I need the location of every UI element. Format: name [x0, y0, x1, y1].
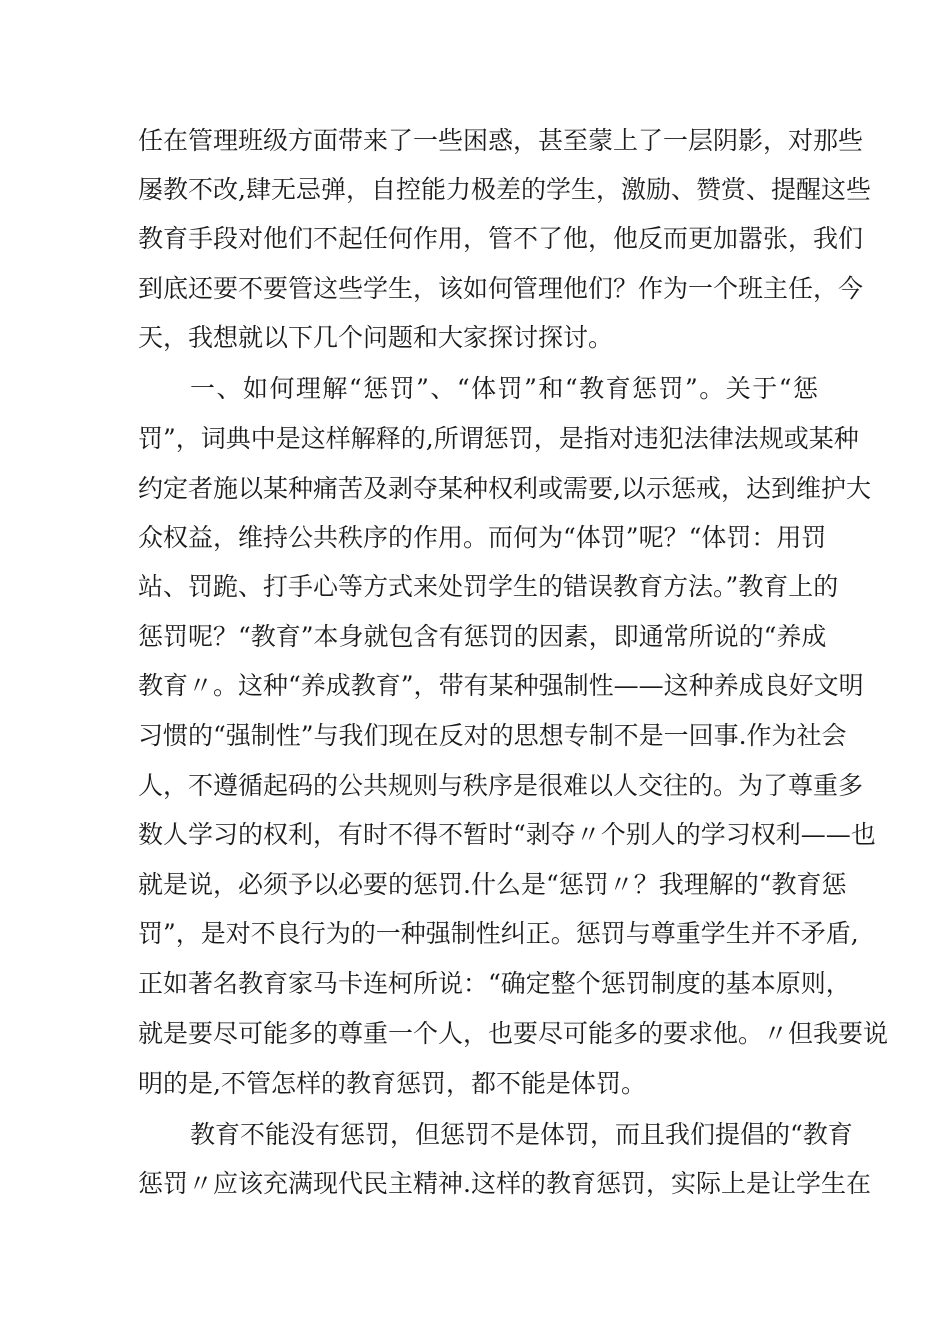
text-line: 教育〃。这种“养成教育”，带有某种强制性——这种养成良好文明: [138, 671, 864, 700]
text-line: 数人学习的权利，有时不得不暂时“剥夺〃个别人的学习权利——也: [138, 820, 876, 849]
paragraph-first-line: 一、如何理解“惩罚”、“体罚”和“教育惩罚”。关于“惩: [190, 374, 818, 403]
text-line: 惩罚〃应该充满现代民主精神.这样的教育惩罚，实际上是让学生在: [138, 1169, 871, 1198]
text-line: 明的是,不管怎样的教育惩罚，都不能是体罚。: [138, 1069, 646, 1098]
text-line: 众权益，维持公共秩序的作用。而何为“体罚”呢？“体罚：用罚: [138, 523, 827, 552]
text-line: 约定者施以某种痛苦及剥夺某种权利或需要,以示惩戒，达到维护大: [138, 474, 871, 503]
text-line: 教育手段对他们不起任何作用，管不了他，他反而更加嚣张，我们: [138, 224, 864, 253]
text-line: 习惯的“强制性”与我们现在反对的思想专制不是一回事.作为社会: [138, 721, 847, 750]
paragraph-first-line: 教育不能没有惩罚，但惩罚不是体罚，而且我们提倡的“教育: [190, 1120, 853, 1149]
text-line: 到底还要不要管这些学生，该如何管理他们？作为一个班主任，今: [138, 274, 864, 303]
text-line: 惩罚呢？“教育”本身就包含有惩罚的因素，即通常所说的“养成: [138, 622, 827, 651]
text-line: 就是要尽可能多的尊重一个人，也要尽可能多的要求他。〃但我要说: [138, 1019, 889, 1048]
text-line: 正如著名教育家马卡连柯所说：“确定整个惩罚制度的基本原则，: [138, 969, 851, 998]
text-line: 任在管理班级方面带来了一些困惑，甚至蒙上了一层阴影，对那些: [138, 126, 864, 155]
text-line: 站、罚跪、打手心等方式来处罚学生的错误教育方法。”教育上的: [138, 572, 839, 601]
text-line: 人，不遵循起码的公共规则与秩序是很难以人交往的。为了尊重多: [138, 771, 864, 800]
text-line: 天，我想就以下几个问题和大家探讨探讨。: [138, 323, 614, 352]
text-line: 就是说，必须予以必要的惩罚.什么是“惩罚〃？我理解的“教育惩: [138, 870, 847, 899]
text-line: 屡教不改,肆无忌弹，自控能力极差的学生，激励、赞赏、提醒这些: [138, 175, 871, 204]
text-line: 罚”，词典中是这样解释的,所谓惩罚，是指对违犯法律法规或某种: [138, 424, 859, 453]
text-line: 罚”，是对不良行为的一种强制性纠正。惩罚与尊重学生并不矛盾,: [138, 919, 859, 948]
